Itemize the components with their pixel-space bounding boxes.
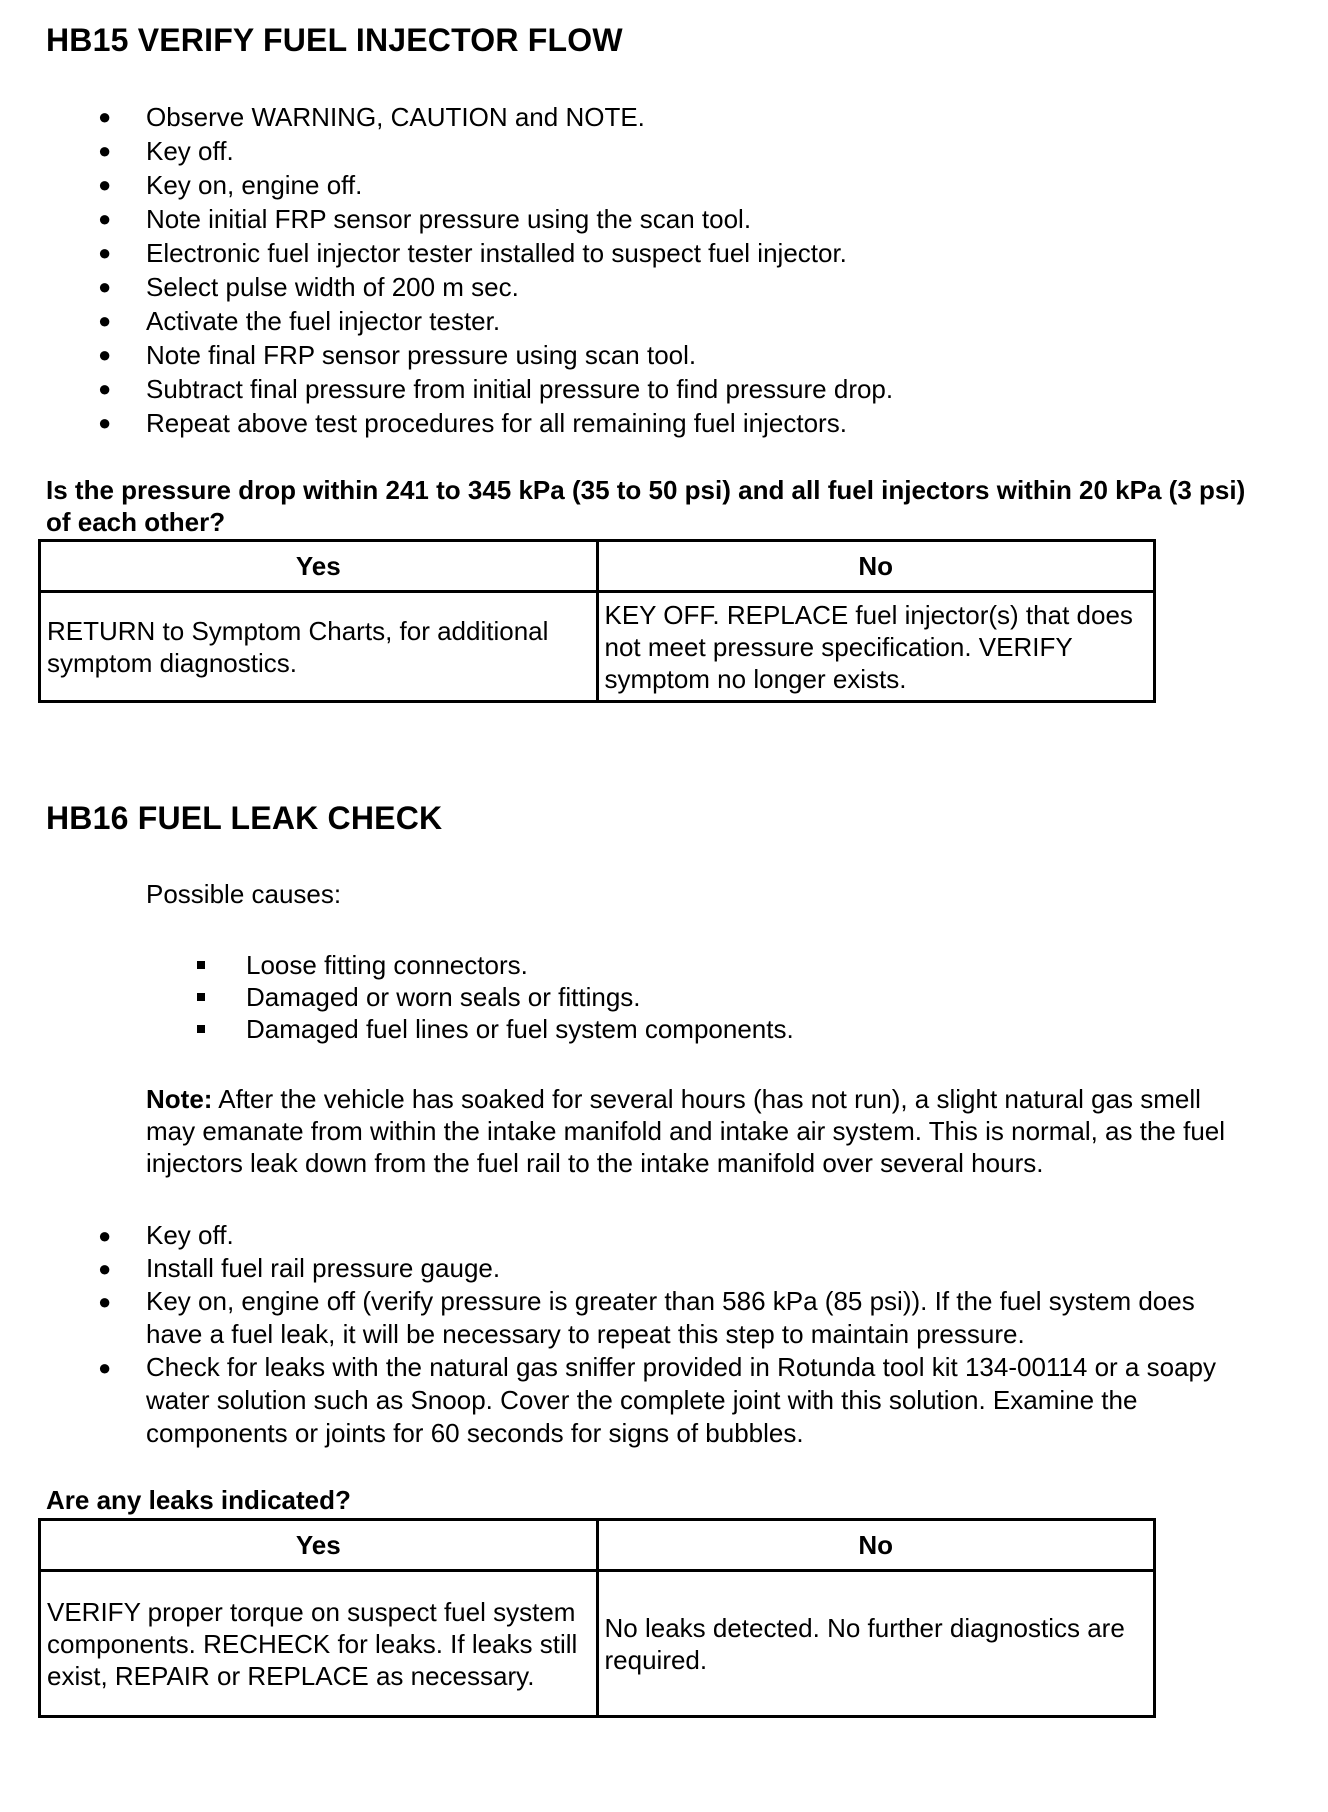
note-label: Note: [146, 1084, 213, 1114]
bullet-icon: ● [98, 1289, 112, 1314]
hb15-question: Is the pressure drop within 241 to 345 kPa (35 to 50 psi) and all fuel injectors within 20 kPa (3 psi) of each other? [46, 475, 1246, 537]
list-item: ● Note initial FRP sensor pressure using the scan tool. [98, 204, 752, 234]
yes-cell: RETURN to Symptom Charts, for additional symptom diagnostics. [40, 592, 598, 702]
list-item: Loose fitting connectors. [0, 949, 794, 981]
bullet-icon: ● [98, 172, 112, 197]
possible-causes-label: Possible causes: [146, 879, 342, 909]
hb16-title: HB16 FUEL LEAK CHECK [46, 800, 443, 836]
no-cell: KEY OFF. REPLACE fuel injector(s) that does not meet pressure specification. VERIFY symptom no longer exists. [597, 592, 1155, 702]
list-item: ● Install fuel rail pressure gauge. [98, 1253, 501, 1283]
hb15-title: HB15 VERIFY FUEL INJECTOR FLOW [46, 22, 623, 58]
list-item: ● Activate the fuel injector tester. [98, 306, 501, 336]
bullet-icon: ● [98, 376, 112, 401]
yes-header: Yes [40, 541, 598, 592]
no-header: No [597, 541, 1155, 592]
hb15-decision-table [38, 539, 1156, 703]
causes-list [0, 949, 794, 1045]
bullet-icon: ● [98, 206, 112, 231]
list-item: ● Observe WARNING, CAUTION and NOTE. [98, 102, 645, 132]
list-item: ● Electronic fuel injector tester installed to suspect fuel injector. [98, 238, 847, 268]
hb16-decision-table [38, 1518, 1156, 1718]
list-item: ● Repeat above test procedures for all remaining fuel injectors. [98, 408, 847, 438]
hb16-question: Are any leaks indicated? [46, 1485, 351, 1515]
list-item: ● Note final FRP sensor pressure using scan tool. [98, 340, 697, 370]
bullet-icon: ● [98, 342, 112, 367]
list-item: ● Subtract final pressure from initial pressure to find pressure drop. [98, 374, 894, 404]
bullet-icon: ● [98, 1355, 112, 1380]
bullet-icon: ● [98, 274, 112, 299]
note-paragraph [146, 1083, 1256, 1179]
square-bullet-icon [197, 993, 205, 1001]
bullet-icon: ● [98, 308, 112, 333]
no-cell: No leaks detected. No further diagnostics are required. [597, 1571, 1155, 1717]
bullet-icon: ● [98, 104, 112, 129]
hb15-step-list [0, 100, 1246, 440]
list-item: ● Key off. [98, 1220, 234, 1250]
bullet-icon: ● [98, 138, 112, 163]
bullet-icon: ● [98, 240, 112, 265]
square-bullet-icon [197, 1025, 205, 1033]
bullet-icon: ● [98, 1223, 112, 1248]
hb16-step-list [0, 1219, 1246, 1450]
bullet-icon: ● [98, 410, 112, 435]
list-item: ● Key on, engine off. [98, 170, 363, 200]
bullet-icon: ● [98, 1256, 112, 1281]
list-item: ● Select pulse width of 200 m sec. [98, 272, 519, 302]
note-text: After the vehicle has soaked for several hours (has not run), a slight natural gas smell may emanate from within the intake manifold and intake air system. This is normal, as the fuel injectors leak down from the fuel rail to the intake manifold over several hours. [146, 1084, 1226, 1178]
list-item: ● Key off. [98, 136, 234, 166]
square-bullet-icon [197, 961, 205, 969]
list-item: Damaged fuel lines or fuel system components. [0, 1013, 794, 1045]
yes-header: Yes [40, 1520, 598, 1571]
list-item: ● Key on, engine off (verify pressure is greater than 586 kPa (85 psi)). If the fuel system does have a fuel leak, it will be necessary to repeat this step to maintain pressure. [98, 1286, 1195, 1349]
no-header: No [597, 1520, 1155, 1571]
list-item: Damaged or worn seals or fittings. [0, 981, 794, 1013]
list-item: ● Check for leaks with the natural gas sniffer provided in Rotunda tool kit 134-00114 or a soapy water solution such as Snoop. Cover the complete joint with this solution. Examine the components or joints for 60 seconds for signs of bubbles. [98, 1352, 1216, 1448]
yes-cell: VERIFY proper torque on suspect fuel system components. RECHECK for leaks. If leaks still exist, REPAIR or REPLACE as necessary. [40, 1571, 598, 1717]
